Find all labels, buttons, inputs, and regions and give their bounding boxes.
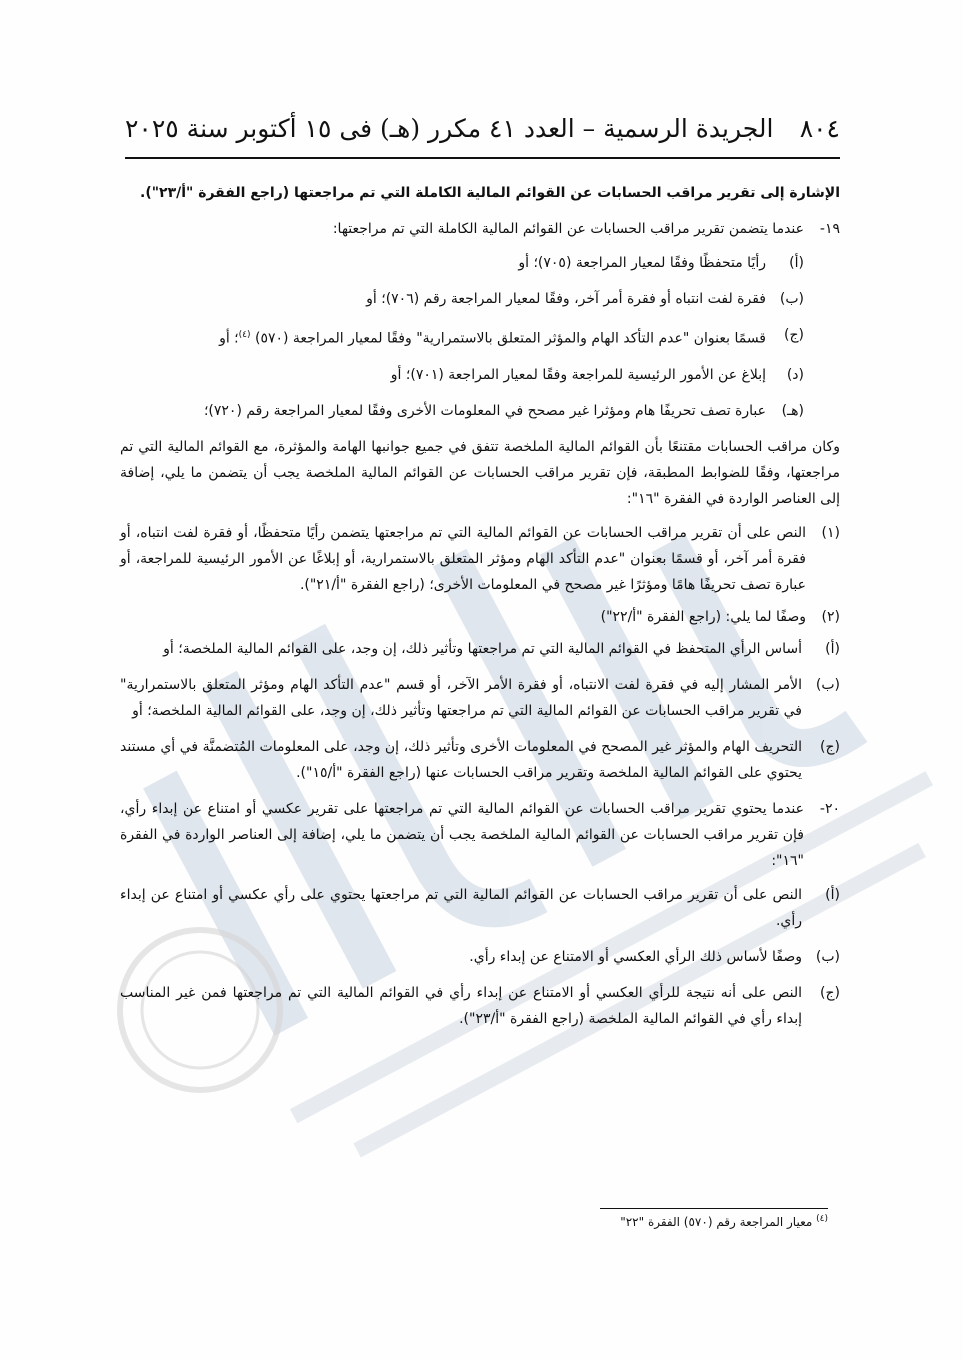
page-number: ٨٠٤ [799, 113, 840, 143]
paragraph-text: عندما يحتوي تقرير مراقب الحسابات عن القوائم المالية التي تم مراجعتها على تقرير عكسي أو امتناع عن إبداء رأي، فإن تقرير مراقب الحسابات عن القوائم المالية الملخصة يجب أن يتضمن ما يلي، إضافة إلى العناصر الواردة في الفقرة "١٦": [120, 800, 804, 869]
item-text: أساس الرأي المتحفظ في القوائم المالية التي تم مراجعتها وتأثير ذلك، إن وجد، على القوائم المالية الملخصة؛ أو [163, 640, 802, 657]
item-text: وصفًا لأساس ذلك الرأي العكسي أو الامتناع عن إبداء رأي. [469, 948, 802, 965]
item-text: النص على أنه نتيجة للرأي العكسي أو الامتناع عن إبداء رأي في القوائم المالية التي تم مراجعتها فمن غير المناسب إبداء رأي في القوائم المالية الملخصة (راجع الفقرة "أ/٢٣"). [120, 984, 802, 1027]
list-item [120, 980, 840, 1032]
sub-item [120, 604, 840, 630]
paragraph-19 [120, 216, 840, 242]
item-mark: (ب) [779, 291, 804, 307]
sub-text: وصفًا لما يلي: (راجع الفقرة "أ/٢٢") [600, 608, 806, 625]
item-mark: (هـ) [781, 402, 804, 419]
list-item [120, 882, 840, 934]
sub-item [120, 520, 840, 598]
item-text: النص على أن تقرير مراقب الحسابات عن القوائم المالية التي تم مراجعتها يحتوي على رأي عكسي أو امتناع عن إبداء رأي. [120, 886, 802, 929]
header-rule [125, 157, 840, 159]
item-text: فقرة لفت انتباه أو فقرة أمر آخر، وفقًا لمعيار المراجعة رقم (٧٠٦)؛ أو [366, 291, 766, 307]
item-mark: (ج) [820, 738, 840, 755]
item-text: إبلاغ عن الأمور الرئيسية للمراجعة وفقًا لمعيار المراجعة (٧٠١)؛ أو [390, 366, 766, 383]
item-mark: (أ) [825, 640, 840, 657]
list-item [120, 944, 840, 970]
item-text: رأيًا متحفظًا وفقًا لمعيار المراجعة (٧٠٥)؛ أو [518, 255, 766, 271]
list-item [120, 286, 840, 312]
item-mark: (أ) [789, 255, 804, 271]
list-item [120, 250, 840, 276]
paragraph-20 [120, 796, 840, 874]
sub-mark: (٢) [821, 608, 840, 625]
sub-sub-item [120, 636, 840, 662]
section-heading: الإشارة إلى تقرير مراقب الحسابات عن القوائم المالية الكاملة التي تم مراجعتها (راجع الفقرة "أ/٢٣"). [140, 185, 840, 201]
document-body [120, 180, 840, 1042]
sub-mark: (١) [821, 524, 840, 541]
footnote-text: معيار المراجعة رقم (٥٧٠) الفقرة "٢٢" [620, 1215, 813, 1229]
item-mark: (ب) [815, 676, 840, 693]
item-text: قسمًا بعنوان "عدم التأكد الهام والمؤثر المتعلق بالاستمرارية" وفقًا لمعيار المراجعة (٥٧٠) [254, 330, 766, 347]
sub-sub-item [120, 734, 840, 786]
paragraph-number: ١٩- [819, 221, 840, 237]
footnote-ref: (٤) [238, 330, 251, 340]
sub-sub-item [120, 672, 840, 724]
item-mark: (د) [786, 366, 804, 383]
list-item [120, 362, 840, 388]
paragraph-number: ٢٠- [819, 800, 840, 817]
footnote-rule [600, 1208, 828, 1209]
paragraph-text: عندما يتضمن تقرير مراقب الحسابات عن القوائم المالية الكاملة التي تم مراجعتها: [332, 221, 804, 237]
item-text: عبارة تصف تحريفًا هام ومؤثرا غير مصحح في المعلومات الأخرى وفقًا لمعيار المراجعة رقم (٧٢٠)؛ [203, 402, 766, 419]
item-mark: (أ) [825, 886, 840, 903]
list-item [120, 398, 840, 424]
list-item [120, 322, 840, 352]
gazette-title: الجريدة الرسمية – العدد ٤١ مكرر (هـ) فى ١٥ أكتوبر سنة ٢٠٢٥ [125, 113, 774, 143]
page-header [125, 102, 840, 154]
item-text: الأمر المشار إليه في فقرة لفت الانتباه، أو فقرة الأمر الآخر، أو قسم "عدم التأكد الهام ومؤثر المتعلق بالاستمرارية" في تقرير مراقب الحسابات عن القوائم المالية التي تم مراجعتها وتأثير ذلك، إن وجد، على القوائم المالية الملخصة؛ أو [120, 676, 802, 719]
item-text: التحريف الهام والمؤثر غير المصحح في المعلومات الأخرى وتأثير ذلك، إن وجد، على المعلومات المُتضمنَّة في أي مستند يحتوي على القوائم المالية الملخصة وتقرير مراقب الحسابات عنها (راجع الفقرة "أ/١٥"). [120, 738, 802, 781]
item-mark: (ج) [784, 327, 804, 343]
paragraph-body: وكان مراقب الحسابات مقتنعًا بأن القوائم المالية الملخصة تتفق في جميع جوانبها الهامة والمؤثرة، مع القوائم المالية التي تم مراجعتها، وفقًا للضوابط المطبقة، فإن تقرير مراقب الحسابات عن القوائم المالية الملخصة يجب أن يتضمن ما يلي، إضافة إلى العناصر الواردة في الفقرة "١٦": [120, 438, 840, 507]
item-text-wrap [120, 322, 766, 352]
item-mark: (ب) [815, 948, 840, 965]
footnote-mark: (٤) [816, 1214, 828, 1224]
item-tail: ؛ أو [219, 330, 239, 347]
footnote [428, 1214, 828, 1229]
item-mark: (ج) [820, 984, 840, 1001]
sub-text: النص على أن تقرير مراقب الحسابات عن القوائم المالية التي تم مراجعتها يتضمن رأيًا متحفظًا، أو فقرة لفت انتباه، أو فقرة أمر آخر، أو قسمًا بعنوان "عدم التأكد الهام ومؤثر المتعلق بالاستمرارية، أو إبلاغًا عن الأمور الرئيسية للمراجعة، أو عبارة تصف تحريفًا هامًا ومؤثرًا غير مصحح في المعلومات الأخرى؛ (راجع الفقرة "أ/٢١"). [120, 524, 806, 593]
